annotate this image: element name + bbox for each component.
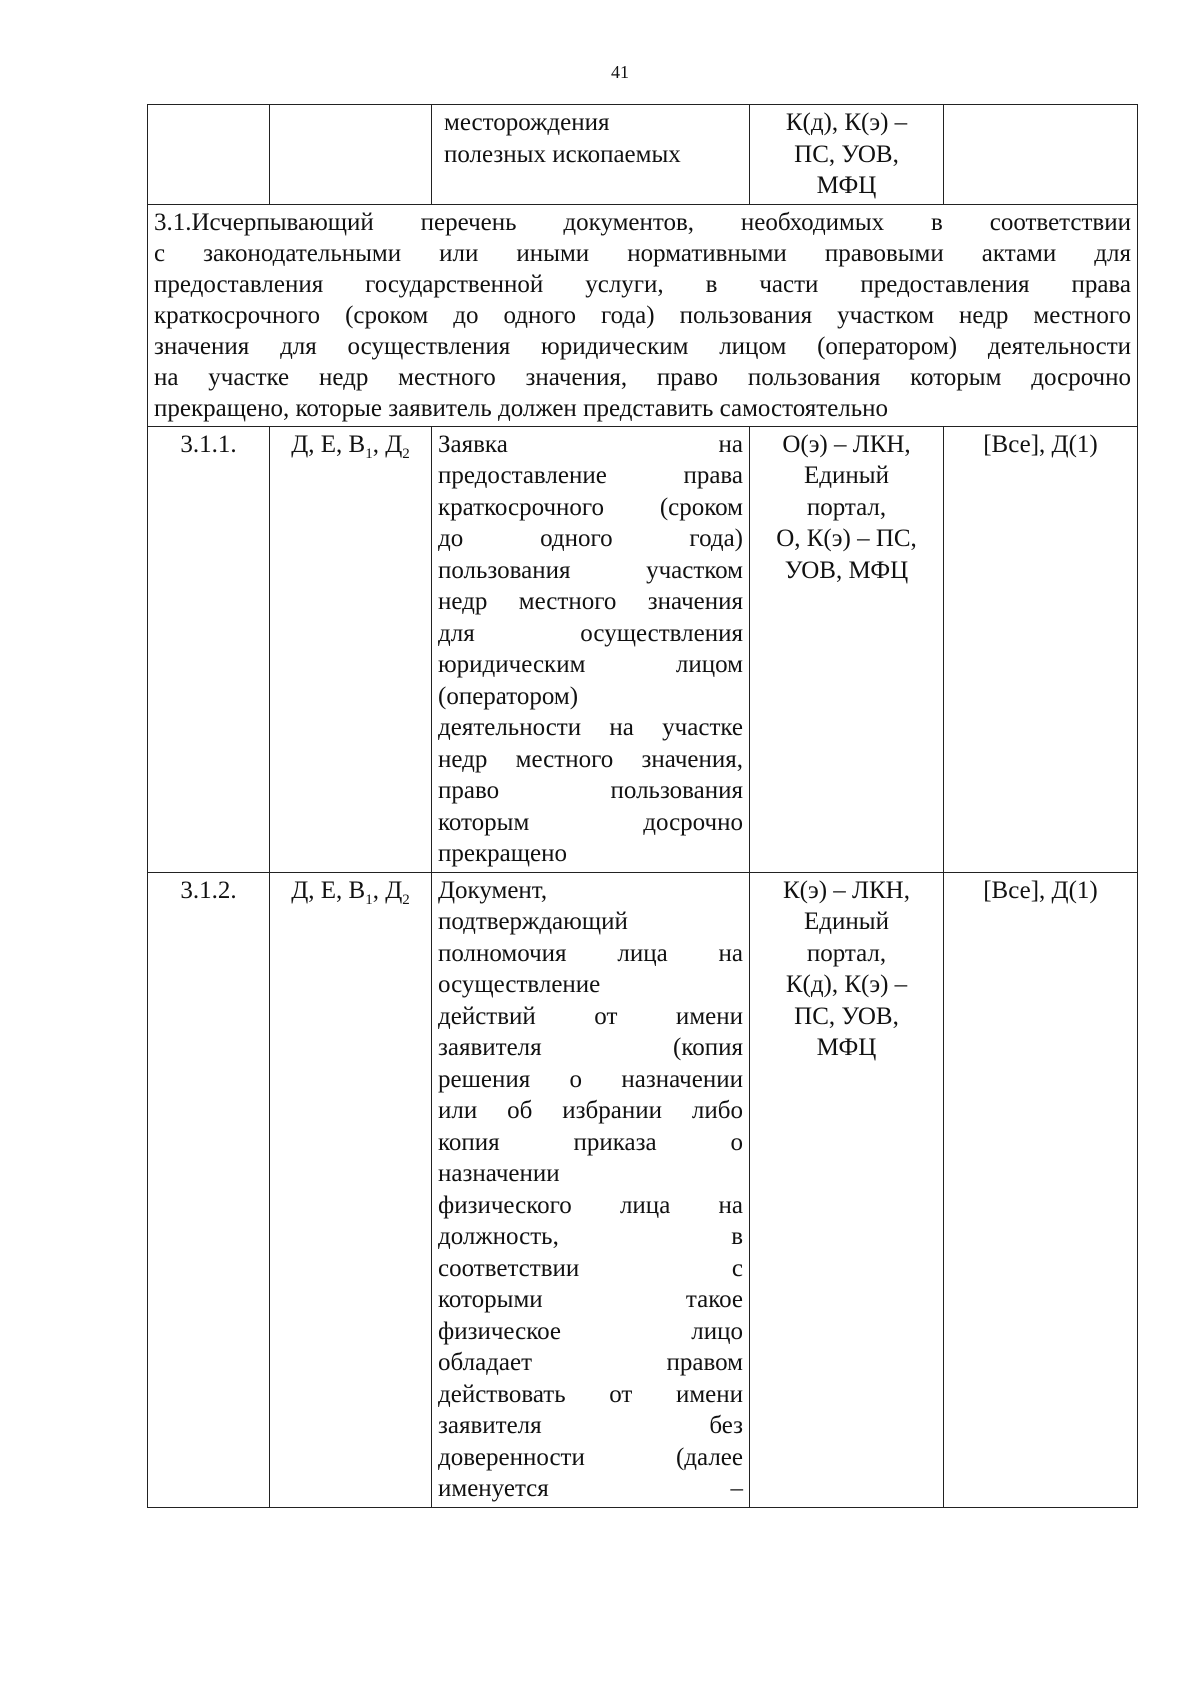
description-line: обладает правом: [438, 1349, 743, 1376]
channel-line: О, К(э) – ПС,: [776, 525, 917, 552]
description-line: именуется –: [438, 1475, 743, 1502]
description-line: недр местного значения,: [438, 745, 743, 773]
description-line: заявителя (копия: [438, 1034, 743, 1061]
description-line: для осуществления: [438, 619, 743, 647]
text-line: ПС, УОВ,: [794, 140, 899, 168]
description-line: краткосрочного (сроком: [438, 493, 743, 521]
text-line: 3.1.Исчерпывающий перечень документов, необходимых в соответствии: [154, 208, 1131, 236]
description-line: которым досрочно: [438, 808, 743, 836]
text-line: предоставления государственной услуги, в части предоставления права: [154, 270, 1131, 298]
description-line: Документ,: [438, 876, 548, 904]
description-line: право пользования: [438, 777, 743, 804]
text-line: значения для осуществления юридическим лицом (оператором) деятельности: [154, 332, 1131, 360]
table-row-top: [148, 105, 1138, 205]
description-line: недр местного значения: [438, 588, 743, 615]
text-line: на участке недр местного значения, право пользования которым досрочно: [154, 363, 1131, 391]
description-line: копия приказа о: [438, 1128, 743, 1156]
table-row: [148, 872, 1138, 1507]
description-line: действий от имени: [438, 1002, 743, 1030]
section-header-row: [148, 204, 1138, 426]
page-number: 41: [611, 62, 629, 82]
channel-line: УОВ, МФЦ: [784, 556, 909, 584]
description-line: соответствии с: [438, 1254, 743, 1282]
description-line: предоставление права: [438, 462, 743, 489]
text-line: краткосрочного (сроком до одного года) пользования участком недр местного: [154, 301, 1131, 329]
channel-line: О(э) – ЛКН,: [782, 430, 911, 458]
text-line: с законодательными или иными нормативными правовыми актами для: [154, 239, 1131, 267]
channel-line: К(э) – ЛКН,: [783, 876, 910, 904]
row-category: Д, Е, $В_1$, $Д_2$: [270, 872, 432, 1507]
description-line: назначении: [438, 1160, 560, 1187]
text-line: МФЦ: [816, 172, 877, 199]
channel-line: портал,: [806, 939, 887, 967]
documents-table: [147, 104, 1138, 1508]
description-line: действовать от имени: [438, 1380, 743, 1408]
text-line: месторождения: [444, 109, 610, 136]
row-applicability: [Все], Д(1): [944, 426, 1138, 872]
row-channels: [750, 872, 944, 1507]
channel-line: Единый: [804, 462, 889, 489]
description-line: до одного года): [438, 525, 743, 552]
description-line: решения о назначении: [438, 1065, 743, 1093]
description-line: (оператором): [438, 682, 579, 710]
description-line: которыми такое: [438, 1286, 743, 1313]
text-line: полезных ископаемых: [444, 140, 681, 168]
description-line: подтверждающий: [438, 908, 628, 935]
description-line: доверенности (далее: [438, 1443, 743, 1471]
description-line: заявителя без: [438, 1412, 743, 1439]
row-description: [432, 872, 750, 1507]
description-line: полномочия лица на: [438, 939, 743, 967]
cell-applicability: [944, 105, 1138, 205]
channel-line: Единый: [804, 908, 889, 935]
row-number: 3.1.2.: [148, 872, 270, 1507]
row-category: Д, Е, $В_1$, $Д_2$: [270, 426, 432, 872]
cell-channels: [750, 105, 944, 205]
cell-description: [432, 105, 750, 205]
description-line: осуществление: [438, 971, 601, 998]
description-line: физического лица на: [438, 1191, 743, 1219]
description-line: пользования участком: [438, 556, 743, 584]
channel-line: ПС, УОВ,: [794, 1002, 899, 1030]
cell-number: [148, 105, 270, 205]
row-number: 3.1.1.: [148, 426, 270, 872]
text-line: прекращено, которые заявитель должен представить самостоятельно: [154, 394, 889, 422]
description-line: Заявка на: [438, 430, 743, 458]
description-line: прекращено: [438, 840, 567, 867]
row-channels: [750, 426, 944, 872]
description-line: физическое лицо: [438, 1317, 743, 1345]
channel-line: портал,: [806, 493, 887, 521]
row-description: [432, 426, 750, 872]
description-line: юридическим лицом: [438, 651, 743, 678]
table-row: [148, 426, 1138, 872]
text-line: К(д), К(э) –: [785, 109, 908, 136]
channel-line: МФЦ: [816, 1034, 877, 1061]
description-line: деятельности на участке: [438, 714, 743, 741]
cell-category: [270, 105, 432, 205]
row-applicability: [Все], Д(1): [944, 872, 1138, 1507]
section-3-1-heading: [148, 204, 1138, 426]
description-line: или об избрании либо: [438, 1097, 743, 1124]
channel-line: К(д), К(э) –: [785, 971, 908, 998]
description-line: должность, в: [438, 1223, 743, 1250]
